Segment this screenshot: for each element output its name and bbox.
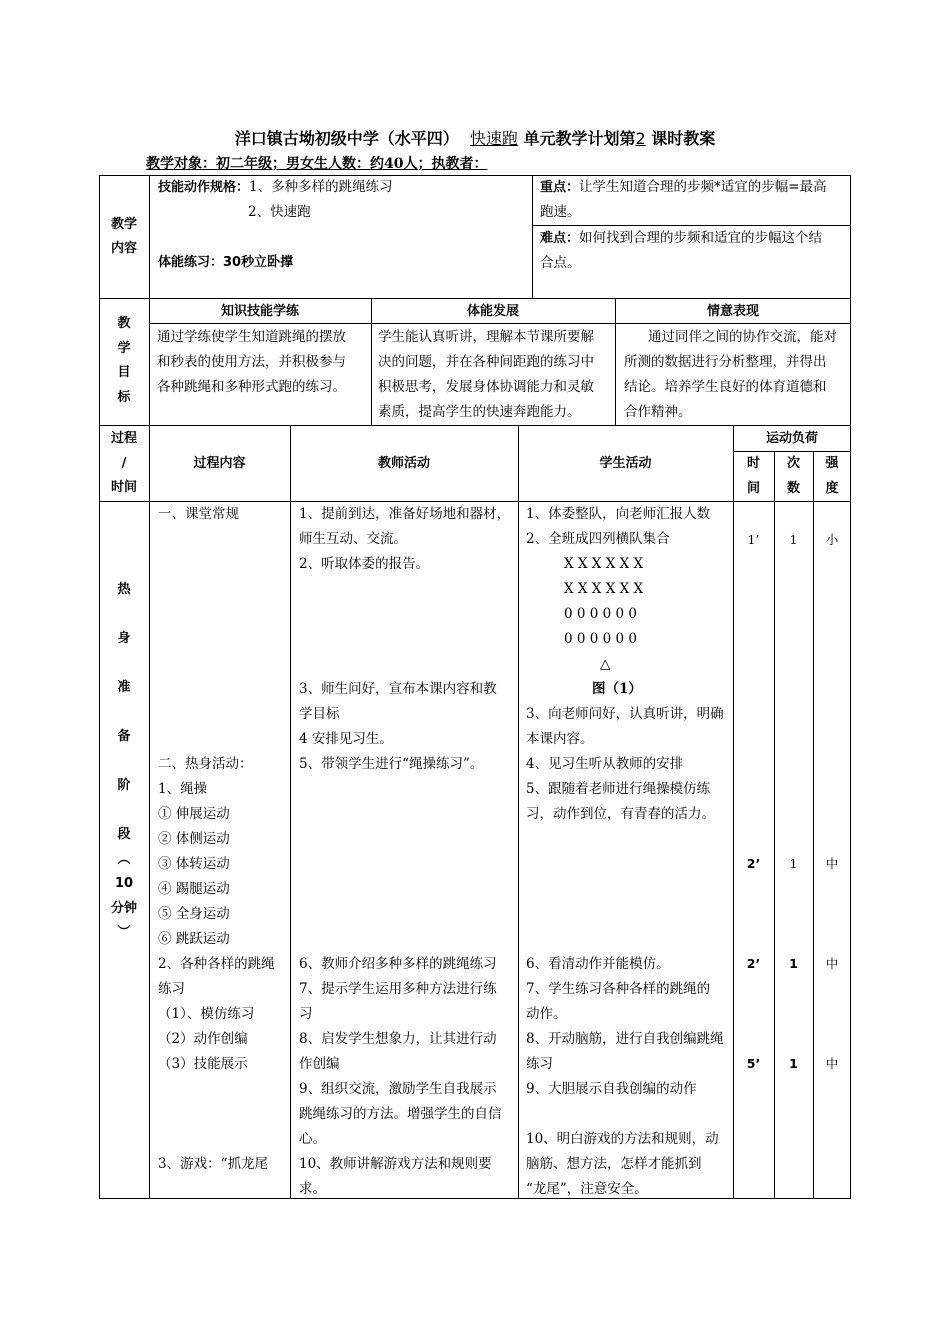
unit-name: 快速跑 xyxy=(469,129,518,148)
list-item: 0 0 0 0 0 0 xyxy=(564,631,637,647)
list-item xyxy=(158,727,290,752)
list-item: （3）技能展示 xyxy=(158,1056,248,1072)
student-activity-list xyxy=(526,502,732,1202)
divider xyxy=(774,451,775,1199)
load-count-2: 1 xyxy=(789,856,798,871)
list-item xyxy=(299,827,517,852)
list-item: 5、跟随着老师进行绳操模仿练 xyxy=(526,781,711,797)
goal-fitness: 学生能认真听讲，理解本节课所要解 决的问题，并在各种间距跑的练习中 积极思考，发展身体协调能力和灵敏 素质，提高学生的快速奔跑能力。 xyxy=(378,329,594,420)
stage-label: 热 身 准 备 阶 段 ︵ 10 分钟 ︶ xyxy=(110,582,137,940)
list-item xyxy=(158,1077,290,1102)
divider xyxy=(532,175,533,298)
list-item: 动作。 xyxy=(526,1006,567,1022)
list-item xyxy=(299,652,517,677)
list-item: 作创编 xyxy=(299,1056,340,1072)
list-item xyxy=(158,652,290,677)
difficulty-point: 难点：如何找到合理的步频和适宜的步幅这个结 合点。 xyxy=(540,230,823,271)
divider xyxy=(290,425,291,1199)
list-item xyxy=(526,902,732,927)
list-item: 0 0 0 0 0 0 xyxy=(564,606,637,622)
list-item xyxy=(158,527,290,552)
list-item: X X X X X X xyxy=(564,581,644,597)
header-student-activity: 学生活动 xyxy=(599,456,652,471)
list-item: 练习 xyxy=(526,1056,553,1072)
header-load-count: 次 数 xyxy=(786,456,800,496)
load-count-1: 1 xyxy=(789,532,798,547)
goal-knowledge: 通过学练使学生知道跳绳的摆放 和秒表的使用方法，并积极参与 各种跳绳和多种形式跑的练习。 xyxy=(157,329,346,395)
list-item: ⑥ 跳跃运动 xyxy=(158,931,230,947)
list-item: 6、看清动作并能模仿。 xyxy=(526,956,670,972)
divider xyxy=(813,451,814,1199)
header-process-content: 过程内容 xyxy=(193,456,246,471)
list-item xyxy=(158,552,290,577)
list-item: 8、启发学生想象力，让其进行动 xyxy=(299,1031,497,1047)
lesson-number: 2 xyxy=(635,129,646,148)
load-intensity-1: 小 xyxy=(825,532,839,547)
load-intensity-2: 中 xyxy=(825,856,839,871)
list-item xyxy=(299,902,517,927)
load-intensity-4: 中 xyxy=(825,1056,839,1071)
list-item xyxy=(299,927,517,952)
list-item: 本课内容。 xyxy=(526,731,594,747)
list-item: ④ 踢腿运动 xyxy=(158,881,230,897)
list-item: 脑筋、想方法，怎样才能抓到 xyxy=(526,1156,702,1172)
load-time-4: 5’ xyxy=(746,1056,761,1071)
list-item xyxy=(158,1127,290,1152)
goals-label: 教 学 目 标 xyxy=(117,316,131,405)
list-item: 求。 xyxy=(299,1181,326,1197)
load-count-3: 1 xyxy=(789,956,798,971)
list-item xyxy=(526,927,732,952)
list-item: △ xyxy=(600,656,611,672)
list-item xyxy=(299,627,517,652)
list-item xyxy=(299,852,517,877)
page-title: 洋口镇古坳初级中学（水平四） 快速跑 单元教学计划第2 课时教案 xyxy=(234,129,716,148)
list-item: 一、课堂常规 xyxy=(158,506,239,522)
list-item xyxy=(526,827,732,852)
list-item: （2）动作创编 xyxy=(158,1031,248,1047)
list-item: 7、学生练习各种各样的跳绳的 xyxy=(526,981,711,997)
list-item: 9、大胆展示自我创编的动作 xyxy=(526,1081,697,1097)
list-item xyxy=(158,602,290,627)
list-item: 跳绳练习的方法。增强学生的自信 xyxy=(299,1106,502,1122)
list-item xyxy=(158,1102,290,1127)
list-item: （1）、模仿练习 xyxy=(158,1006,255,1022)
list-item: 5、带领学生进行“绳操练习”。 xyxy=(299,756,484,772)
list-item: 10、教师讲解游戏方法和规则要 xyxy=(299,1156,492,1172)
list-item xyxy=(299,577,517,602)
list-item: 1、提前到达，准备好场地和器材， xyxy=(299,506,511,522)
divider xyxy=(518,425,519,1199)
list-item: ① 伸展运动 xyxy=(158,806,230,822)
header-fitness: 体能发展 xyxy=(466,304,519,319)
list-item: 图（1） xyxy=(592,681,642,697)
list-item xyxy=(158,677,290,702)
list-item xyxy=(299,777,517,802)
list-item: 3、向老师问好，认真听讲，明确 xyxy=(526,706,724,722)
list-item: 师生互动、交流。 xyxy=(299,531,407,547)
list-item xyxy=(299,877,517,902)
list-item: ③ 体转运动 xyxy=(158,856,230,872)
list-item: 2、全班成四列横队集合 xyxy=(526,531,670,547)
header-knowledge: 知识技能学练 xyxy=(220,304,299,319)
list-item: 4 安排见习生。 xyxy=(299,731,393,747)
teacher-activity-list xyxy=(299,502,517,1202)
list-item: 2、听取体委的报告。 xyxy=(299,556,430,572)
table-border-right xyxy=(850,175,851,1199)
list-item: 2、各种各样的跳绳 xyxy=(158,956,275,972)
header-teacher-activity: 教师活动 xyxy=(377,456,430,471)
list-item xyxy=(158,702,290,727)
key-point: 重点：让学生知道合理的步频*适宜的步幅=最高 跑速。 xyxy=(540,179,827,220)
header-exercise-load: 运动负荷 xyxy=(765,431,818,446)
list-item xyxy=(299,802,517,827)
load-intensity-3: 中 xyxy=(825,956,839,971)
list-item: 6、教师介绍多种多样的跳绳练习 xyxy=(299,956,497,972)
list-item: 8、开动脑筋，进行自我创编跳绳 xyxy=(526,1031,724,1047)
goal-emotion: 通过同伴之间的协作交流，能对 所测的数据进行分析整理，并得出 结论。培养学生良好的体育道德和 合作精神。 xyxy=(624,329,837,420)
process-content-list xyxy=(158,502,290,1177)
list-item xyxy=(526,877,732,902)
list-item: 4、见习生听从教师的安排 xyxy=(526,756,684,772)
list-item: 学目标 xyxy=(299,706,340,722)
header-load-time: 时 间 xyxy=(746,456,760,496)
list-item: 3、游戏：“抓龙尾 xyxy=(158,1156,268,1172)
list-item xyxy=(526,852,732,877)
list-item xyxy=(299,602,517,627)
process-stage-header: 过程 / 时间 xyxy=(110,431,137,495)
list-item xyxy=(526,1102,732,1127)
list-item: 习，动作到位，有青春的活力。 xyxy=(526,806,715,822)
load-time-3: 2’ xyxy=(746,956,761,971)
list-item xyxy=(158,577,290,602)
list-item: “龙尾”，注意安全。 xyxy=(526,1181,648,1197)
list-item: 二、热身活动： xyxy=(158,756,253,772)
load-count-4: 1 xyxy=(789,1056,798,1071)
divider xyxy=(149,425,150,1199)
list-item: 1、绳操 xyxy=(158,781,208,797)
list-item: ⑤ 全身运动 xyxy=(158,906,230,922)
list-item: 心。 xyxy=(299,1131,326,1147)
load-time-1: 1’ xyxy=(747,532,760,547)
list-item: 10、明白游戏的方法和规则，动 xyxy=(526,1131,719,1147)
list-item: 练习 xyxy=(158,981,185,997)
load-time-2: 2’ xyxy=(746,856,761,871)
list-item: 1、体委整队，向老师汇报人数 xyxy=(526,506,711,522)
list-item: 3、师生问好，宣布本课内容和教 xyxy=(299,681,497,697)
target-line: 教学对象：初二年级；男女生人数：约40人；执教者： xyxy=(146,156,488,172)
header-emotion: 情意表现 xyxy=(706,304,759,319)
skill-spec: 技能动作规格：1、多种多样的跳绳练习 2、快速跑 体能练习：30秒立卧撑 xyxy=(158,179,393,270)
list-item xyxy=(158,627,290,652)
content-label: 教学 内容 xyxy=(110,217,137,256)
list-item: 7、提示学生运用多种方法进行练 xyxy=(299,981,497,997)
list-item: ② 体侧运动 xyxy=(158,831,230,847)
header-load-intensity: 强 度 xyxy=(825,456,839,496)
list-item: X X X X X X xyxy=(564,556,644,572)
list-item: 习 xyxy=(299,1006,313,1022)
list-item: 9、组织交流，激励学生自我展示 xyxy=(299,1081,497,1097)
